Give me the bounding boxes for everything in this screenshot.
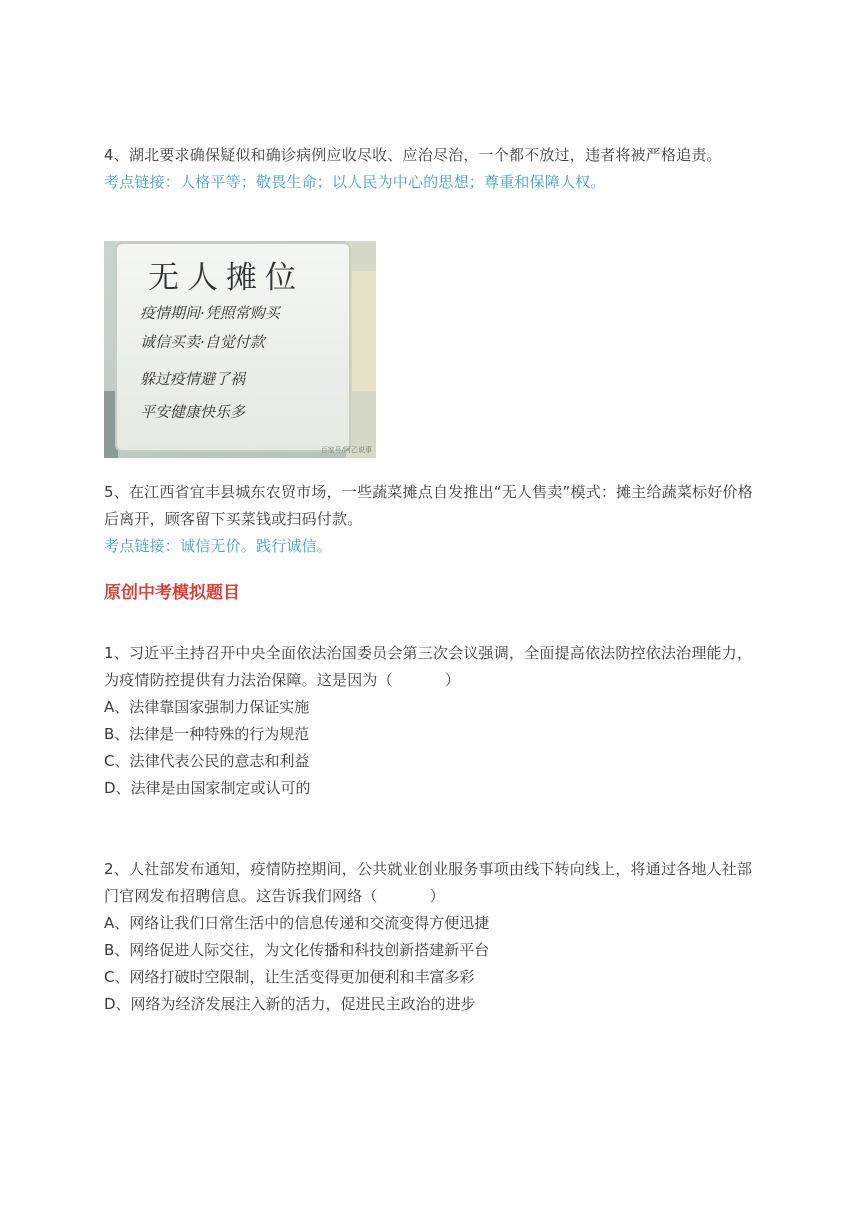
news-text: 5、在江西省宜丰县城东农贸市场，一些蔬菜摊点自发推出“无人售卖”模式：摊主给蔬菜标好价格后离开，顾客留下买菜钱或扫码付款。 xyxy=(104,483,753,528)
news-item-4 xyxy=(104,142,760,196)
section-title: 原创中考模拟题目 xyxy=(104,583,240,603)
option-c: C、法律代表公民的意志和利益 xyxy=(104,752,310,770)
option-a: A、网络让我们日常生活中的信息传递和交流变得方便迅捷 xyxy=(104,914,490,932)
photo-watermark: 百家号/阿乙说事 xyxy=(320,446,372,454)
section-heading-wrap xyxy=(104,579,760,607)
option-b: B、网络促进人际交往，为文化传播和科技创新搭建新平台 xyxy=(104,941,490,959)
unmanned-stall-photo xyxy=(104,241,376,458)
question-stem xyxy=(104,640,760,694)
option-d: D、法律是由国家制定或认可的 xyxy=(104,779,311,797)
news-text: 4、湖北要求确保疑似和确诊病例应收尽收、应治尽治，一个都不放过，违者将被严格追责。 xyxy=(104,146,722,164)
question-stem-close: ） xyxy=(444,671,461,689)
sign-line: 平安健康快乐多 xyxy=(140,403,246,421)
question-1 xyxy=(104,640,760,802)
exam-point-link: 考点链接：诚信无价。践行诚信。 xyxy=(104,537,333,555)
sign-line: 疫情期间·凭照常购买 xyxy=(140,304,280,322)
question-stem-close: ） xyxy=(429,887,445,905)
exam-point-link: 考点链接：人格平等；敬畏生命；以人民为中心的思想；尊重和保障人权。 xyxy=(104,173,606,191)
question-stem-text: 2、人社部发布通知，疫情防控期间，公共就业创业服务事项由线下转向线上，将通过各地人社部门官网发布招聘信息。这告诉我们网络（ xyxy=(104,860,753,905)
question-stem xyxy=(104,856,760,910)
option-b: B、法律是一种特殊的行为规范 xyxy=(104,725,310,743)
option-d: D、网络为经济发展注入新的活力，促进民主政治的进步 xyxy=(104,995,476,1013)
question-2 xyxy=(104,856,760,1018)
sign-handwriting xyxy=(140,259,350,427)
sign-line: 诚信买卖·自觉付款 xyxy=(140,333,265,351)
question-stem-text: 1、习近平主持召开中央全面依法治国委员会第三次会议强调，全面提高依法防控依法治理能力，为疫情防控提供有力法治保障。这是因为（ xyxy=(104,644,753,689)
sign-title: 无人摊位 xyxy=(148,260,304,296)
sign-line: 躲过疫情避了祸 xyxy=(140,370,246,388)
news-item-5 xyxy=(104,479,760,560)
option-a: A、法律靠国家强制力保证实施 xyxy=(104,698,310,716)
option-c: C、网络打破时空限制，让生活变得更加便利和丰富多彩 xyxy=(104,968,475,986)
